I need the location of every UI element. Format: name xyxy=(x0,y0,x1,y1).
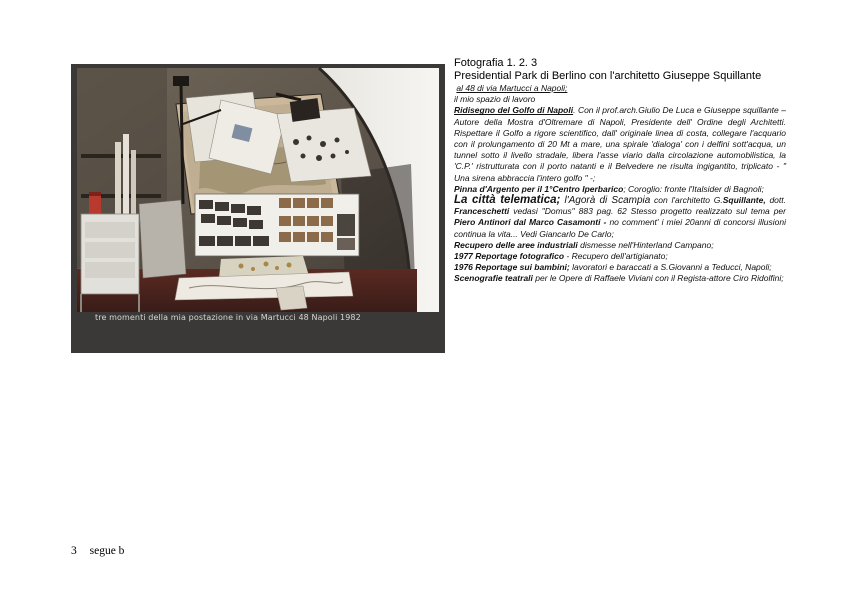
scenografie-body: per le Opere di Raffaele Viviani con il Regista-attore Ciro Ridolfini; xyxy=(532,273,784,284)
address-text: al 48 di via Martucci a Napoli; xyxy=(456,83,568,93)
paragraph-recupero xyxy=(454,240,786,251)
citta-name-franceschetti: Franceschetti xyxy=(454,206,510,217)
reportage-1977-body: - Recupero dell'artigianato; xyxy=(564,251,668,262)
citta-text-a: con l'architetto G. xyxy=(650,195,723,206)
citta-text-c: vedasi "Domus" 883 pag. 62 Stesso progetto realizzato sul tema per xyxy=(509,206,786,217)
workspace-line: il mio spazio di lavoro xyxy=(454,94,536,105)
photo-title: Fotografia 1. 2. 3 xyxy=(454,57,538,69)
reportage-1976-body: lavoratori e baraccati a S.Giovanni a Teducci, Napoli; xyxy=(569,262,772,273)
recupero-body: dismesse nell'Hinterland Campano; xyxy=(577,239,714,250)
citta-agora: l'Agorà di Scampia xyxy=(560,195,651,207)
studio-photo-image xyxy=(71,64,445,353)
reportage-1977-lead: 1977 Reportage fotografico xyxy=(454,251,565,262)
footer-note: segue b xyxy=(89,545,125,557)
paragraph-scenografie xyxy=(454,273,786,284)
recupero-lead: Recupero delle aree industriali xyxy=(454,239,578,250)
address-line xyxy=(454,83,786,94)
pinna-body: ; Coroglio: fronte l'Italsider di Bagnoli; xyxy=(623,183,764,194)
photo-caption: tre momenti della mia postazione in via Martucci 48 Napoli 1982 xyxy=(95,313,361,322)
golfo-lead: Ridisegno del Golfo di Napoli xyxy=(454,105,574,116)
page-number: 3 xyxy=(71,545,77,557)
paragraph-reportage-1976 xyxy=(454,262,786,273)
photo-subtitle: Presidential Park di Berlino con l'architetto Giuseppe Squillante xyxy=(454,70,762,82)
paragraph-citta xyxy=(454,195,786,240)
citta-text-d: no comment' i miei 20anni di concorsi illusioni continua la vita... Vedi Giancarlo De Carlo; xyxy=(454,217,786,239)
scenografie-lead: Scenografie teatrali xyxy=(454,273,533,284)
pinna-lead: Pinna d'Argento per il 1°Centro Iperbarico xyxy=(454,183,624,194)
citta-text-b: dott. xyxy=(765,195,786,206)
golfo-body: . Con il prof.arch.Giulio De Luca e Giuseppe squillante – Autore della Mostra d'Oltremare di Napoli, Presidente dell' Ordine degli Architetti. Rispettare il Golfo a rigore scientifico, dall' originale linea di costa, collegare l'acquario con il prolungamento di 20 Mt a mare, una spirale 'dialoga' con i delfini sott'acqua, un tunnel sotto il livello stradale, libera l'asse viario dalla circolazione automobilistica, la 'C.P.' ristrutturata con il porto natanti e il Belvedere ne risulta ingigantito, triplicato - " Una sirena abbraccia l'intero golfo " -; xyxy=(454,105,786,183)
citta-name-squillante: Squillante, xyxy=(722,195,766,206)
reportage-1976-lead: 1976 Reportage sui bambini; xyxy=(454,262,570,273)
description-column xyxy=(454,57,786,285)
citta-lead: La città telematica; xyxy=(454,194,561,207)
citta-name-antinori: Piero Antinori dal Marco Casamonti - xyxy=(454,217,607,228)
paragraph-reportage-1977 xyxy=(454,251,786,262)
page-footer xyxy=(71,545,124,557)
studio-photo xyxy=(71,64,445,353)
paragraph-golfo xyxy=(454,105,786,183)
